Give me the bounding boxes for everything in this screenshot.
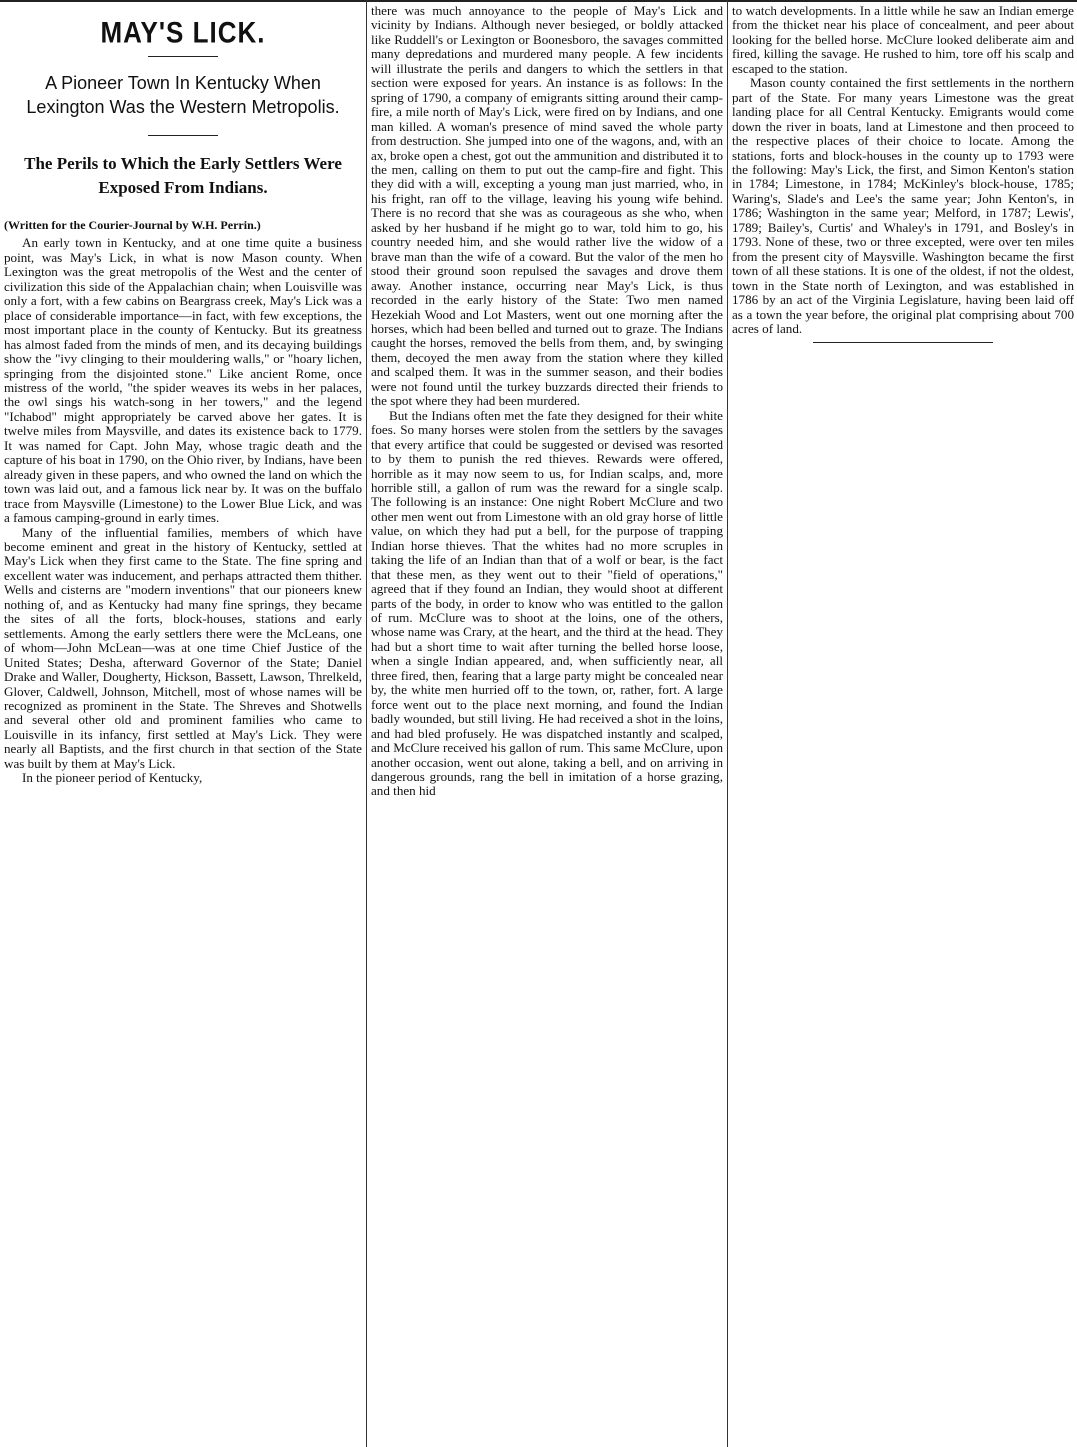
article-end-rule	[813, 342, 993, 343]
paragraph: An early town in Kentucky, and at one time quite a business point, was May's Lick, in what is now Mason county. When Lexington was the great metropolis of the West and the center of civilization this side of the Appalachian chain; when Louisville was only a fort, with a few cabins on Beargrass creek, May's Lick was a place of considerable importance—in fact, with few exceptions, the most important place in the county of Kentucky. But its greatness has almost faded from the minds of men, and its decaying buildings show the "ivy clinging to their mouldering walls," or "hoary lichen, springing from the disjointed stone." Like ancient Rome, once mistress of the world, "the spider weaves its webs in her palaces, the owl sings his watch-song in her towers," and the legend "Ichabod" might appropriately be carved above her gates. It is twelve miles from Maysville, and dates its existence back to 1779. It was named for Capt. John May, whose tragic death and the capture of his boat in 1790, on the Ohio river, by Indians, have been already given in these papers, and who owned the land on which the town was laid out, and a famous lick near by. It was on the buffalo trace from Maysville (Limestone) to the Lower Blue Lick, and was a famous camping-ground in early times.	[4, 235, 362, 526]
paragraph: But the Indians often met the fate they designed for their white foes. So many horses were stolen from the settlers by the savages that every artifice that could be suggested or devised was resorted to by them to punish the red thieves. Rewards were offered, horrible as it may now seem to us, for Indian scalps, and, more horrible still, a gallon of rum was the reward for a single scalp. The following is an instance: One night Robert McClure and two other men went out from Limestone with an old gray horse of little value, on which they had put a bell, for the purpose of trapping Indian horse thieves. That the whites had no more scruples in taking the life of an Indian than that of a wolf or bear, is the fact that these men, as they went out to their "field of operations," agreed that if they found an Indian, they would shoot at different parts of the body, in order to know who was entitled to the gallon of rum. McClure was to shoot at the loins, one of the others, whose name was Crary, at the heart, and the third at the head. They had but a short time to wait after turning the belled horse loose, when a single Indian appeared, and, when sufficiently near, all three fired, then, fearing that a large party might be concealed near by, the white men hurried off to the town, or, rather, fort. A large force went out to the place next morning, and found the Indian badly wounded, but still living. He had received a shot in the loins, and had bled profusely. He was dispatched instantly and scalped, and McClure received his gallon of rum. This same McClure, upon another occasion, went out alone, taking a bell, and on arriving in dangerous grounds, rang the bell in imitation of a horse grazing, and then hid	[371, 407, 723, 799]
article-deck-2: The Perils to Which the Early Settlers Were Exposed From Indians.	[24, 154, 342, 197]
article-headline: MAY'S LICK.	[100, 14, 266, 50]
paragraph: to watch developments. In a little while he saw an Indian emerge from the thicket near his place of concealment, and peer about looking for the belled horse. McClure looked deliberate aim and fired, killing the savage. He rushed to him, tore off his scalp and escaped to the station.	[732, 4, 1074, 76]
headline-rule	[148, 56, 218, 57]
top-rule	[0, 0, 1077, 2]
paragraph: there was much annoyance to the people of May's Lick and vicinity by Indians. Although never besieged, or boldly attacked like Ruddell's or Lexington or Boonesboro, the savages committed many depredations and murdered many people. A few incidents will illustrate the perils and dangers to which the settlers in that section were exposed for years. An instance is as follows: In the spring of 1790, a company of emigrants sitting around their camp-fire, a mile north of May's Lick, were fired on by Indians, and one man killed. A woman's presence of mind saved the whole party from destruction. She jumped into one of the wagons, and, with an ax, broke open a chest, got out the ammunition and distributed it to the men, calling on them to put out the camp-fire and fight. This they did with a will, excepting a young man just married, who, in his fright, ran off to the village, leaving his young wife behind. There is no record that she was as courageous as she who, when asked by her husband if he might go to war, told him to go, his country needed him, and she would rather live the widow of a brave man than the wife of a coward. But the valor of the men ho stood their ground soon repulsed the savages and drove them away. Another instance, occurring near May's Lick, is thus recorded in the early history of the State: Two men named Hezekiah Wood and Lot Masters, went out one morning after the horses, which had been belled and turned out to graze. The Indians caught the horses, removed the bells from them, and, by swinging them, decoyed the men away from the station where they killed and scalped them. It was in the summer season, and their bodies were not found until the turkey buzzards directed their friends to the spot where they had been murdered.	[371, 4, 723, 409]
deck-rule	[148, 135, 218, 136]
column-1	[4, 4, 362, 1444]
article-byline: (Written for the Courier-Journal by W.H. Perrin.)	[4, 218, 261, 232]
column-2	[371, 4, 723, 1444]
paragraph: In the pioneer period of Kentucky,	[22, 770, 203, 786]
article-deck-1: A Pioneer Town In Kentucky When Lexington Was the Western Metropolis.	[26, 73, 340, 117]
column-3	[732, 4, 1074, 1444]
column-divider	[366, 0, 367, 1447]
paragraph: Many of the influential families, members of which have become eminent and great in the history of Kentucky, settled at May's Lick when they first came to the State. The fine spring and excellent water was inducement, and perhaps attracted them thither. Wells and cisterns are "modern inventions" that our pioneers knew nothing of, and as Kentucky had many fine springs, they became the sites of all the forts, block-houses, stations and early settlements. Among the early settlers there were the McLeans, one of whom—John McLean—was at one time Chief Justice of the United States; Desha, afterward Governor of the State; Daniel Drake and Waller, Dougherty, Hickson, Bassett, Lawson, Threlkeld, Glover, Caldwell, Johnson, Mitchell, most of whose names will be recognized as prominent in the State. The Shreves and Shotwells and several other old and prominent families who came to Louisville in its infancy, first settled at May's Lick. They were nearly all Baptists, and the first church in that section of the State was built by them at May's Lick.	[4, 524, 362, 771]
column-divider	[727, 0, 728, 1447]
paragraph: Mason county contained the first settlements in the northern part of the State. For many years Limestone was the great landing place for all Central Kentucky. Emigrants would come down the river in boats, land at Limestone and then proceed to the respective places of their choice to locate. Among the stations, forts and block-houses in the county up to 1793 were the following: May's Lick, the first, and Simon Kenton's station in 1784; Limestone, in 1784; McKinley's block-house, 1785; Waring's, Slade's and Lee's the same year; John Kenton's, in 1786; Washington in the same year; Melford, in 1787; Lewis', 1789; Bailey's, Curtis' and Whaley's in 1791, and Bosley's in 1793. None of these, two or three excepted, were over ten miles from the present city of Maysville. Washington became the first town of all these stations. It is one of the oldest, if not the oldest, town in the State north of Lexington, and was established in 1786 by an act of the Virginia Legislature, having been laid off as a town the year before, the original plat comprising about 700 acres of land.	[732, 75, 1074, 336]
